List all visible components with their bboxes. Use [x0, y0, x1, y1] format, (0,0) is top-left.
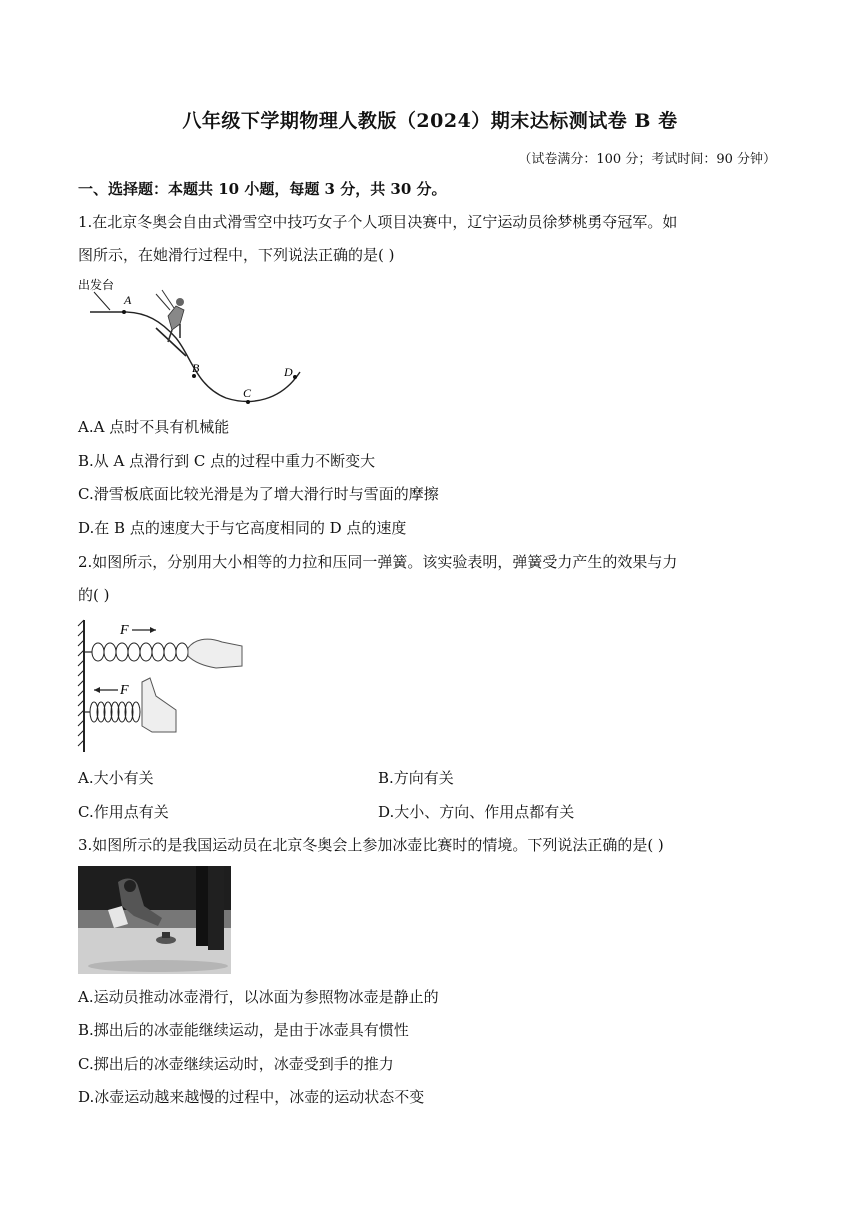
q3-option-a: A.运动员推动冰壶滑行，以冰面为参照物冰壶是静止的 — [78, 988, 439, 1006]
compressed-spring — [84, 702, 140, 722]
track-curve — [90, 312, 300, 401]
pushing-hand-icon — [142, 678, 176, 732]
wall-hatching — [78, 620, 84, 752]
q1-stem-line1: 1.在北京冬奥会自由式滑雪空中技巧女子个人项目决赛中，辽宁运动员徐梦桃勇夺冠军。如 — [78, 213, 678, 231]
exam-info: （试卷满分：100 分；考试时间：90 分钟） — [518, 152, 776, 167]
force-label-bottom: F — [120, 683, 129, 698]
section-heading: 一、选择题：本题共 10 小题，每题 3 分，共 30 分。 — [78, 180, 447, 198]
point-b-label: B — [192, 361, 200, 375]
q3-option-c: C.掷出后的冰壶继续运动时，冰壶受到手的推力 — [78, 1055, 394, 1073]
q2-option-c: C.作用点有关 — [78, 803, 169, 821]
q3-option-d: D.冰壶运动越来越慢的过程中，冰壶的运动状态不变 — [78, 1088, 425, 1106]
q2-options-row1 — [78, 769, 454, 787]
q2-stem-line2: 的( ) — [78, 586, 110, 604]
spring-figure — [76, 618, 248, 754]
point-d-label: D — [284, 365, 293, 379]
q3-option-b: B.掷出后的冰壶能继续运动，是由于冰壶具有惯性 — [78, 1021, 409, 1039]
q2-option-b: B.方向有关 — [378, 769, 454, 787]
q2-option-d: D.大小、方向、作用点都有关 — [378, 803, 575, 821]
q1-option-a: A.A 点时不具有机械能 — [78, 418, 230, 436]
point-c-dot — [246, 400, 250, 404]
pulling-hand-icon — [188, 639, 242, 668]
point-d-dot — [293, 375, 297, 379]
stretched-spring — [84, 643, 188, 661]
label-arrow — [94, 292, 110, 310]
force-label-top: F — [120, 623, 129, 638]
q2-option-a: A.大小有关 — [78, 769, 154, 787]
point-a-dot — [122, 310, 126, 314]
point-c-label: C — [243, 386, 252, 400]
ski-track-figure — [76, 276, 308, 408]
q3-stem: 3.如图所示的是我国运动员在北京冬奥会上参加冰壶比赛时的情境。下列说法正确的是( ) — [78, 836, 664, 854]
point-a-label: A — [124, 293, 132, 307]
curling-photo — [78, 866, 231, 974]
q2-options-row2 — [78, 803, 575, 821]
page-title: 八年级下学期物理人教版（2024）期末达标测试卷 B 卷 — [182, 110, 678, 132]
q1-stem-line2: 图所示，在她滑行过程中，下列说法正确的是( ) — [78, 246, 395, 264]
q2-stem-line1: 2.如图所示，分别用大小相等的力拉和压同一弹簧。该实验表明，弹簧受力产生的效果与力 — [78, 553, 678, 571]
q1-option-b: B.从 A 点滑行到 C 点的过程中重力不断变大 — [78, 452, 376, 470]
q1-option-d: D.在 B 点的速度大于与它高度相同的 D 点的速度 — [78, 519, 407, 537]
start-platform-label: 出发台 — [78, 278, 115, 292]
q1-option-c: C.滑雪板底面比较光滑是为了增大滑行时与雪面的摩擦 — [78, 485, 439, 503]
